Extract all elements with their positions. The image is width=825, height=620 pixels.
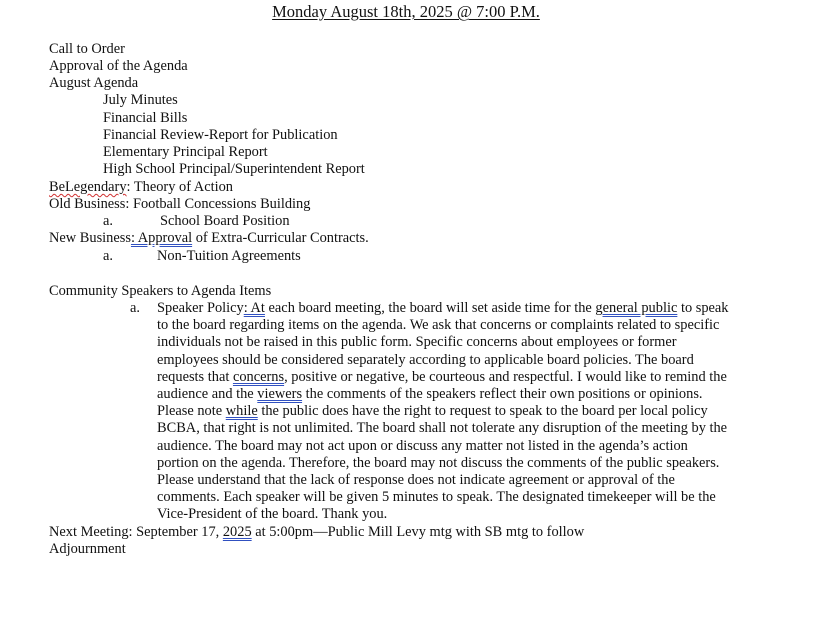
policy-text: Please note [157, 403, 226, 420]
sub-item-july-minutes: July Minutes [103, 92, 178, 108]
new-business-sub-marker: a. [103, 248, 113, 264]
grammar-flag: 2025 [222, 524, 252, 540]
sub-item-financial-review: Financial Review-Report for Publication [103, 127, 338, 143]
policy-text: audience and the [157, 386, 258, 403]
item-adjournment: Adjournment [49, 541, 126, 557]
speaker-policy-marker: a. [130, 300, 140, 316]
policy-line: Please understand that the lack of response does not indicate agreement or approval of the [157, 472, 675, 489]
old-business-sub-item: School Board Position [160, 213, 290, 229]
speaker-policy-paragraph [157, 300, 761, 524]
policy-line: portion on the agenda. Therefore, the board may not discuss the comments of the public speakers. [157, 454, 720, 471]
sub-item-financial-bills: Financial Bills [103, 110, 188, 126]
item-new-business [49, 230, 369, 247]
policy-line: audience. The board may not act upon or discuss any matter not listed in the agenda’s action [157, 437, 688, 454]
policy-line: employees should be considered separately according to applicable board policies. The board [157, 351, 694, 368]
policy-line: to the board regarding items on the agenda. We ask that concerns or complaints related to specific [157, 317, 720, 334]
item-belegendary [49, 179, 233, 196]
policy-text: to speak [677, 300, 729, 316]
meeting-date-heading: Monday August 18th, 2025 @ 7:00 P.M. [272, 2, 540, 21]
policy-line [157, 369, 761, 386]
policy-title: Speaker Policy [157, 300, 244, 316]
policy-line [157, 386, 761, 403]
policy-text: , positive or negative, be courteous and respectful. I would like to remind the [284, 368, 727, 385]
policy-line: BCBA, that right is not unlimited. The board shall not tolerate any disruption of the meeting by the [157, 420, 728, 437]
new-business-label: New Business [49, 230, 131, 246]
item-next-meeting [49, 524, 584, 541]
new-business-text: of Extra-Curricular Contracts. [192, 230, 369, 246]
item-community-speakers: Community Speakers to Agenda Items [49, 283, 272, 299]
policy-text: the comments of the speakers reflect their own positions or opinions. [302, 386, 703, 403]
old-business-sub-marker: a. [103, 213, 113, 229]
policy-line [157, 403, 761, 420]
policy-line: comments. Each speaker will be given 5 minutes to speak. The designated timekeeper will be the [157, 489, 716, 506]
item-approval-agenda: Approval of the Agenda [49, 58, 188, 74]
policy-text: the public does have the right to request to speak to the board per local policy [257, 403, 708, 420]
new-business-sub-item: Non-Tuition Agreements [157, 248, 301, 264]
grammar-flag: general public [595, 300, 678, 316]
grammar-flag: : Approval [130, 230, 193, 246]
policy-line [157, 300, 761, 317]
item-belegendary-text: : Theory of Action [126, 179, 233, 195]
item-august-agenda: August Agenda [49, 75, 139, 91]
sub-item-high-school-report: High School Principal/Superintendent Report [103, 161, 365, 177]
policy-text: each board meeting, the board will set aside time for the [264, 300, 596, 316]
policy-line: individuals not be raised in this public form. Specific concerns about employees or former [157, 334, 677, 351]
sub-item-elementary-report: Elementary Principal Report [103, 144, 268, 160]
policy-line: Vice-President of the board. Thank you. [157, 506, 388, 523]
next-meeting-text: Next Meeting: September 17, [49, 524, 223, 540]
item-call-to-order: Call to Order [49, 41, 125, 57]
grammar-flag: while [225, 403, 258, 420]
grammar-flag: concerns [232, 368, 285, 385]
next-meeting-text: at 5:00pm—Public Mill Levy mtg with SB mtg to follow [251, 524, 585, 540]
grammar-flag: : At [243, 300, 265, 316]
grammar-flag: viewers [257, 386, 303, 403]
spellcheck-word: BeLegendary [49, 179, 127, 195]
item-old-business: Old Business: Football Concessions Building [49, 196, 311, 212]
policy-text: requests that [157, 368, 233, 385]
